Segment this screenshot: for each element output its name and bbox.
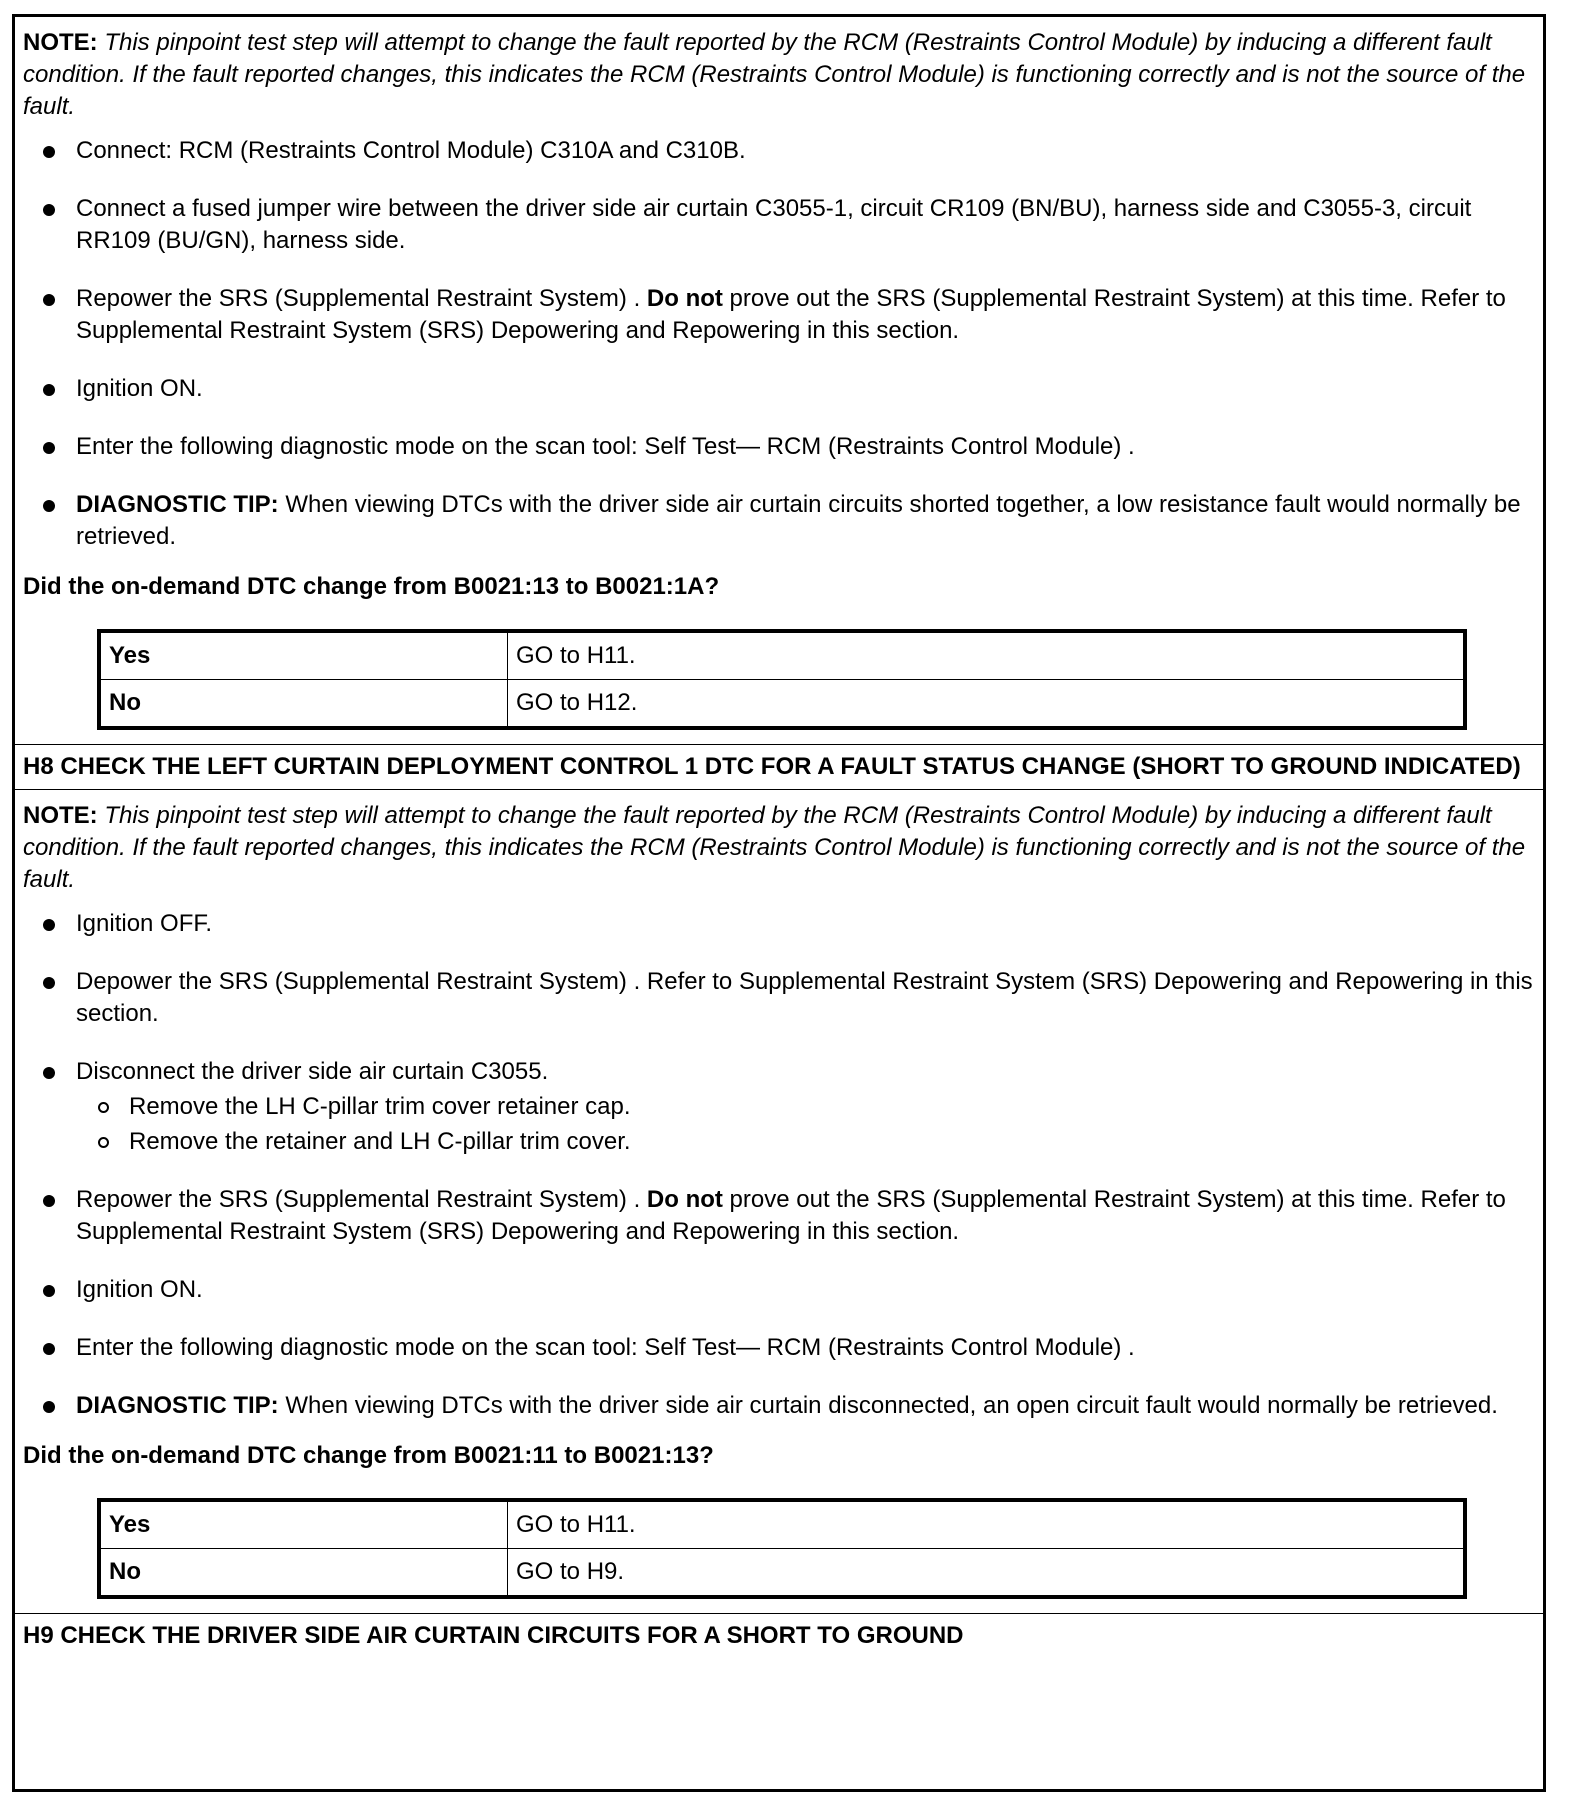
instruction-text: Connect: RCM (Restraints Control Module) C310A and C310B.: [76, 137, 746, 164]
result-table: [97, 1498, 1467, 1599]
diagnostic-tip-text: When viewing DTCs with the driver side air curtain circuits shorted together, a low resistance fault would normally be retrieved.: [76, 491, 1521, 550]
result-table: [97, 629, 1467, 730]
list-item: [23, 135, 1535, 167]
emphasis-text: Do not: [646, 1186, 723, 1213]
table-row: [99, 1549, 1465, 1598]
list-item: [23, 908, 1535, 940]
list-item: [23, 1332, 1535, 1364]
instruction-text: Depower the SRS (Supplemental Restraint System) . Refer to Supplemental Restraint System (SRS) Depowering and Repowering in this section.: [76, 968, 1533, 1027]
instruction-list: [23, 135, 1535, 553]
list-item: [23, 193, 1535, 257]
document-page: [12, 14, 1546, 1792]
question: Did the on-demand DTC change from B0021:13 to B0021:1A?: [23, 573, 720, 600]
yes-action: GO to H11.: [508, 1500, 1466, 1549]
instruction-text: prove out the SRS (Supplemental Restraint System) at this time. Refer to Supplemental Restraint System (SRS) Depowering and Repowering in this section.: [76, 1186, 1506, 1245]
sub-instruction-text: Remove the LH C-pillar trim cover retainer cap.: [129, 1093, 631, 1120]
instruction-text: Ignition ON.: [76, 375, 203, 402]
instruction-text: Ignition ON.: [76, 1276, 203, 1303]
list-item: [23, 373, 1535, 405]
step-heading-h9: H9 CHECK THE DRIVER SIDE AIR CURTAIN CIRCUITS FOR A SHORT TO GROUND: [15, 1613, 1543, 1658]
table-row: [99, 680, 1465, 729]
list-item: [23, 966, 1535, 1030]
diagnostic-tip-label: DIAGNOSTIC TIP:: [76, 1392, 279, 1419]
note-label: NOTE:: [23, 802, 98, 829]
table-row: [99, 1500, 1465, 1549]
note-text: This pinpoint test step will attempt to change the fault reported by the RCM (Restraints Control Module) by inducing a different fault condition. If the fault reported changes, this indicates the RCM (Restraints Control Module) is functioning correctly and is not the source of the fault.: [23, 802, 1526, 893]
sub-list-item: [76, 1126, 1535, 1158]
no-action: GO to H9.: [508, 1549, 1466, 1598]
list-item: [23, 283, 1535, 347]
step-h8-body: [15, 790, 1543, 1599]
note-label: NOTE:: [23, 29, 98, 56]
list-item: [23, 1056, 1535, 1158]
instruction-text: Ignition OFF.: [76, 910, 213, 937]
instruction-text: prove out the SRS (Supplemental Restraint System) at this time. Refer to Supplemental Restraint System (SRS) Depowering and Repowering in this section.: [76, 285, 1506, 344]
note-text: This pinpoint test step will attempt to change the fault reported by the RCM (Restraints Control Module) by inducing a different fault condition. If the fault reported changes, this indicates the RCM (Restraints Control Module) is functioning correctly and is not the source of the fault.: [23, 29, 1526, 120]
no-label: No: [99, 680, 508, 729]
diagnostic-tip-label: DIAGNOSTIC TIP:: [76, 491, 279, 518]
list-item: [23, 489, 1535, 553]
sub-instruction-text: Remove the retainer and LH C-pillar trim cover.: [129, 1128, 631, 1155]
list-item: [23, 1184, 1535, 1248]
list-item: [23, 431, 1535, 463]
sub-list-item: [76, 1091, 1535, 1123]
diagnostic-tip-text: When viewing DTCs with the driver side air curtain disconnected, an open circuit fault would normally be retrieved.: [278, 1392, 1498, 1419]
yes-action: GO to H11.: [508, 631, 1466, 680]
instruction-text: Disconnect the driver side air curtain C3055.: [76, 1058, 549, 1085]
emphasis-text: Do not: [646, 285, 723, 312]
step-h7-body: [15, 17, 1543, 730]
instruction-list: [23, 908, 1535, 1422]
instruction-text: Repower the SRS (Supplemental Restraint System) .: [76, 1186, 647, 1213]
note: [23, 800, 1535, 896]
list-item: [23, 1274, 1535, 1306]
table-row: [99, 631, 1465, 680]
no-label: No: [99, 1549, 508, 1598]
instruction-text: Enter the following diagnostic mode on the scan tool: Self Test— RCM (Restraints Control Module) .: [76, 433, 1135, 460]
question: Did the on-demand DTC change from B0021:11 to B0021:13?: [23, 1442, 714, 1469]
yes-label: Yes: [99, 631, 508, 680]
instruction-text: Enter the following diagnostic mode on the scan tool: Self Test— RCM (Restraints Control Module) .: [76, 1334, 1135, 1361]
instruction-text: Connect a fused jumper wire between the driver side air curtain C3055-1, circuit CR109 (BN/BU), harness side and C3055-3, circuit RR109 (BU/GN), harness side.: [76, 195, 1472, 254]
note: [23, 27, 1535, 123]
step-heading-h8: H8 CHECK THE LEFT CURTAIN DEPLOYMENT CONTROL 1 DTC FOR A FAULT STATUS CHANGE (SHORT TO GROUND INDICATED): [15, 744, 1543, 790]
instruction-text: Repower the SRS (Supplemental Restraint System) .: [76, 285, 647, 312]
sub-instruction-list: [76, 1091, 1535, 1158]
list-item: [23, 1390, 1535, 1422]
yes-label: Yes: [99, 1500, 508, 1549]
no-action: GO to H12.: [508, 680, 1466, 729]
